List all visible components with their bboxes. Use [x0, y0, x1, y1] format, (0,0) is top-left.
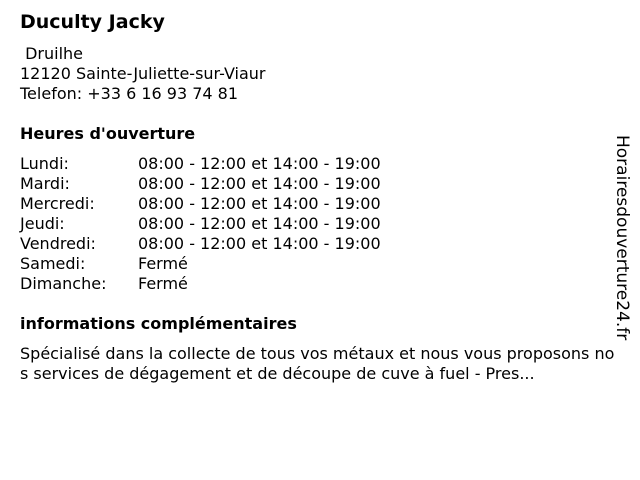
hours-row — [20, 234, 440, 254]
hours-day: Lundi: — [20, 154, 69, 173]
hours-time: Fermé — [138, 274, 188, 293]
hours-time: 08:00 - 12:00 et 14:00 - 19:00 — [138, 214, 381, 233]
hours-day: Dimanche: — [20, 274, 107, 293]
hours-day: Samedi: — [20, 254, 86, 273]
hours-row — [20, 154, 440, 174]
address-city: 12120 Sainte-Juliette-sur-Viaur — [20, 64, 266, 83]
hours-time: 08:00 - 12:00 et 14:00 - 19:00 — [138, 234, 381, 253]
additional-info-text: Spécialisé dans la collecte de tous vos métaux et nous vous proposons nos services de dégagement et de découpe de cuve à fuel - Pres... — [20, 344, 615, 383]
hours-day: Mercredi: — [20, 194, 95, 213]
hours-row — [20, 274, 440, 294]
address-street: Druilhe — [20, 44, 83, 63]
hours-row — [20, 214, 440, 234]
hours-day: Jeudi: — [20, 214, 65, 233]
business-name: Duculty Jacky — [20, 11, 165, 33]
opening-hours-heading: Heures d'ouverture — [20, 124, 196, 143]
hours-time: 08:00 - 12:00 et 14:00 - 19:00 — [138, 154, 381, 173]
hours-row — [20, 254, 440, 274]
hours-day: Vendredi: — [20, 234, 96, 253]
hours-time: 08:00 - 12:00 et 14:00 - 19:00 — [138, 194, 381, 213]
site-watermark: Horairesdouverture24.fr — [612, 135, 632, 341]
hours-time: 08:00 - 12:00 et 14:00 - 19:00 — [138, 174, 381, 193]
additional-info-heading: informations complémentaires — [20, 314, 297, 333]
address-block — [20, 44, 266, 104]
hours-row — [20, 174, 440, 194]
hours-day: Mardi: — [20, 174, 70, 193]
hours-row — [20, 194, 440, 214]
opening-hours-table — [20, 154, 440, 294]
hours-time: Fermé — [138, 254, 188, 273]
phone-number: Telefon: +33 6 16 93 74 81 — [20, 84, 239, 103]
